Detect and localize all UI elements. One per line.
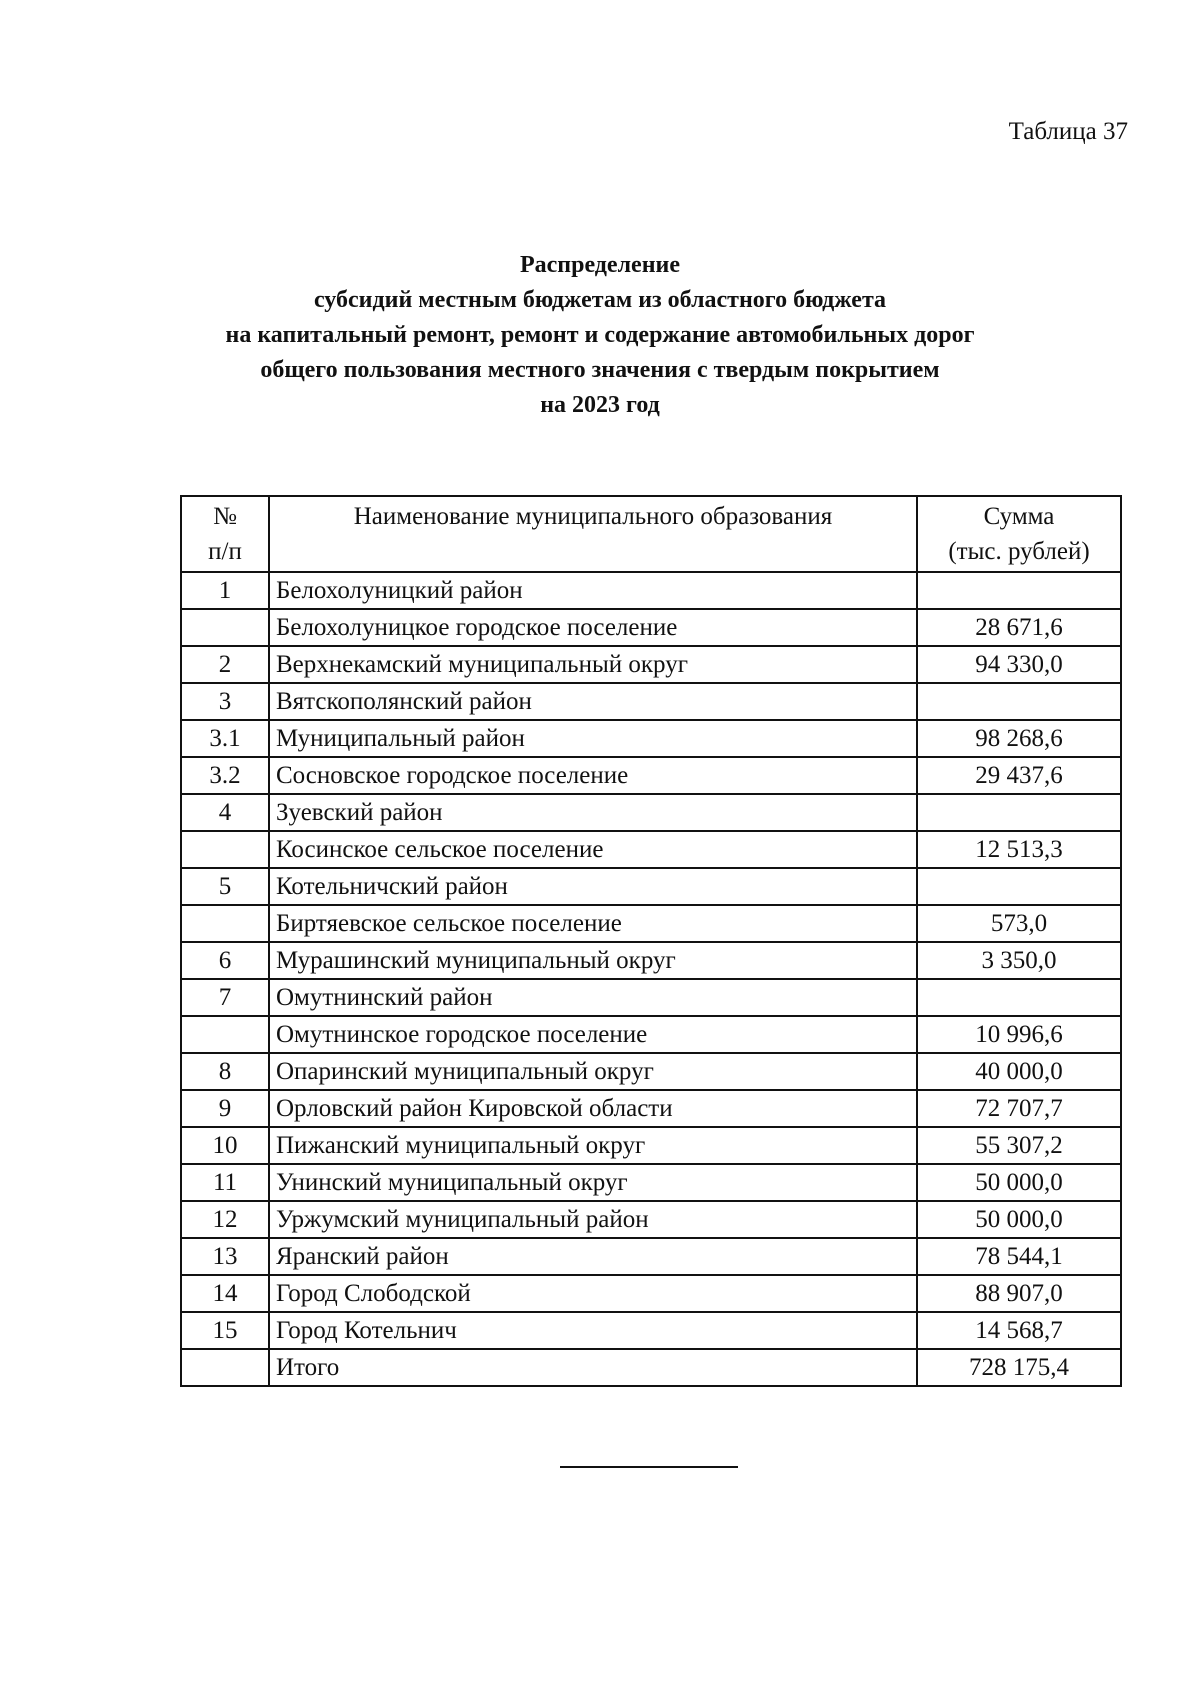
table-row: [181, 572, 1121, 609]
row-number: [181, 609, 269, 646]
row-number: 7: [181, 979, 269, 1016]
table-row: [181, 1127, 1121, 1164]
row-name: Биртяевское сельское поселение: [269, 905, 917, 942]
table-row: [181, 942, 1121, 979]
row-sum: 728 175,4: [917, 1349, 1121, 1386]
row-number: 4: [181, 794, 269, 831]
row-sum: 50 000,0: [917, 1201, 1121, 1238]
row-name: Опаринский муниципальный округ: [269, 1053, 917, 1090]
row-name: Муниципальный район: [269, 720, 917, 757]
heading-line: субсидий местным бюджетам из областного бюджета: [313, 287, 887, 313]
row-sum: 78 544,1: [917, 1238, 1121, 1275]
subsidies-table: [180, 495, 1122, 1387]
table-row: [181, 1164, 1121, 1201]
row-name: Пижанский муниципальный округ: [269, 1127, 917, 1164]
table-row: [181, 609, 1121, 646]
row-number: 11: [181, 1164, 269, 1201]
row-number: [181, 1016, 269, 1053]
row-number: 3.1: [181, 720, 269, 757]
row-sum: 14 568,7: [917, 1312, 1121, 1349]
row-number: 2: [181, 646, 269, 683]
header-number-line1: №: [213, 503, 237, 530]
header-number-line2: п/п: [208, 538, 242, 565]
table-row: [181, 868, 1121, 905]
row-sum: 29 437,6: [917, 757, 1121, 794]
row-sum: 28 671,6: [917, 609, 1121, 646]
table-row: [181, 1349, 1121, 1386]
table-row: [181, 1016, 1121, 1053]
table-row: [181, 979, 1121, 1016]
table-body: [181, 572, 1121, 1386]
table-row: [181, 757, 1121, 794]
heading-line: на капитальный ремонт, ремонт и содержание автомобильных дорог: [225, 322, 975, 348]
table-row: [181, 831, 1121, 868]
document-heading: [0, 248, 1200, 423]
header-sum-line2: (тыс. рублей): [948, 538, 1090, 565]
row-name: Верхнекамский муниципальный округ: [269, 646, 917, 683]
table-row: [181, 1090, 1121, 1127]
row-name: Белохолуницкое городское поселение: [269, 609, 917, 646]
row-number: 10: [181, 1127, 269, 1164]
row-number: 13: [181, 1238, 269, 1275]
row-sum: 3 350,0: [917, 942, 1121, 979]
row-number: [181, 905, 269, 942]
row-name: Вятскополянский район: [269, 683, 917, 720]
row-number: 3.2: [181, 757, 269, 794]
row-name: Итого: [269, 1349, 917, 1386]
row-number: [181, 831, 269, 868]
row-name: Омутнинский район: [269, 979, 917, 1016]
row-name: Сосновское городское поселение: [269, 757, 917, 794]
row-name: Котельничский район: [269, 868, 917, 905]
row-sum: 573,0: [917, 905, 1121, 942]
row-sum: [917, 572, 1121, 609]
row-number: 3: [181, 683, 269, 720]
heading-line: общего пользования местного значения с твердым покрытием: [260, 357, 940, 383]
row-number: 9: [181, 1090, 269, 1127]
row-number: 6: [181, 942, 269, 979]
bottom-divider: [560, 1466, 738, 1468]
row-name: Омутнинское городское поселение: [269, 1016, 917, 1053]
heading-line: на 2023 год: [540, 392, 660, 418]
table-row: [181, 720, 1121, 757]
row-sum: 94 330,0: [917, 646, 1121, 683]
row-sum: 55 307,2: [917, 1127, 1121, 1164]
heading-line: Распределение: [519, 252, 681, 278]
header-number: [181, 496, 269, 572]
header-sum: [917, 496, 1121, 572]
table-header-row: [181, 496, 1121, 572]
row-sum: 40 000,0: [917, 1053, 1121, 1090]
row-name: Мурашинский муниципальный округ: [269, 942, 917, 979]
row-name: Косинское сельское поселение: [269, 831, 917, 868]
row-name: Город Слободской: [269, 1275, 917, 1312]
table-number-label: Таблица 37: [1008, 118, 1128, 145]
row-number: 14: [181, 1275, 269, 1312]
row-name: Яранский район: [269, 1238, 917, 1275]
row-sum: 72 707,7: [917, 1090, 1121, 1127]
row-name: Зуевский район: [269, 794, 917, 831]
header-name: Наименование муниципального образования: [269, 496, 917, 572]
row-sum: 50 000,0: [917, 1164, 1121, 1201]
table-row: [181, 905, 1121, 942]
table-row: [181, 646, 1121, 683]
row-sum: [917, 979, 1121, 1016]
row-number: 15: [181, 1312, 269, 1349]
row-number: 1: [181, 572, 269, 609]
header-sum-line1: Сумма: [983, 503, 1055, 530]
table-row: [181, 1201, 1121, 1238]
table-row: [181, 1312, 1121, 1349]
table-row: [181, 1275, 1121, 1312]
row-name: Орловский район Кировской области: [269, 1090, 917, 1127]
row-number: 8: [181, 1053, 269, 1090]
row-name: Город Котельнич: [269, 1312, 917, 1349]
row-number: 5: [181, 868, 269, 905]
table-row: [181, 1238, 1121, 1275]
row-sum: [917, 683, 1121, 720]
row-sum: [917, 794, 1121, 831]
table-row: [181, 794, 1121, 831]
table-row: [181, 683, 1121, 720]
row-sum: 12 513,3: [917, 831, 1121, 868]
row-sum: 88 907,0: [917, 1275, 1121, 1312]
row-number: [181, 1349, 269, 1386]
row-number: 12: [181, 1201, 269, 1238]
row-name: Белохолуницкий район: [269, 572, 917, 609]
table-row: [181, 1053, 1121, 1090]
row-sum: 98 268,6: [917, 720, 1121, 757]
row-sum: [917, 868, 1121, 905]
row-sum: 10 996,6: [917, 1016, 1121, 1053]
row-name: Уржумский муниципальный район: [269, 1201, 917, 1238]
row-name: Унинский муниципальный округ: [269, 1164, 917, 1201]
